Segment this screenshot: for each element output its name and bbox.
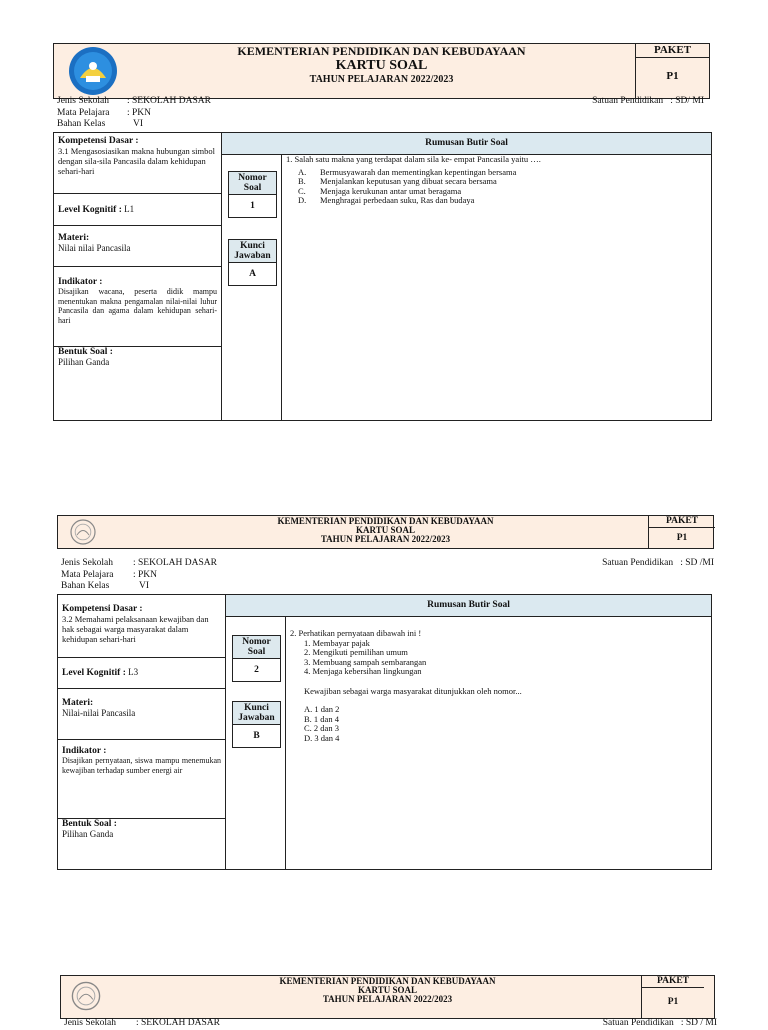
kunci-jawaban-box xyxy=(232,701,281,748)
nomor-label: Nomor Soal xyxy=(233,636,280,659)
satuan-value: : SD / MI xyxy=(680,1018,717,1028)
indikator-text: Disajikan pernyataan, siswa mampu menemukan kewajiban terhadap sumber energi air xyxy=(62,756,221,775)
left-column xyxy=(54,133,222,420)
rumusan-header: Rumusan Butir Soal xyxy=(226,595,711,617)
mapel-value: : PKN xyxy=(127,107,152,118)
card-header xyxy=(57,515,714,549)
nomor-value: 1 xyxy=(250,201,255,211)
question-body xyxy=(286,629,707,743)
bahan-kelas-label: Bahan Kelas xyxy=(61,581,110,591)
kunci-value: B xyxy=(253,731,260,741)
school-year: TAHUN PELAJARAN 2022/2023 xyxy=(309,74,454,85)
satuan-value: : SD/ MI xyxy=(670,96,704,106)
indikator-label: Indikator : xyxy=(62,746,107,756)
satuan-value: : SD /MI xyxy=(680,558,714,568)
question-body xyxy=(282,155,707,206)
paket-value: P1 xyxy=(666,70,679,82)
jenis-sekolah-label: Jenis Sekolah xyxy=(64,1018,116,1028)
jenis-sekolah-label: Jenis Sekolah xyxy=(61,558,113,568)
option-c: C. Menjaga kerukunan antar umat beragama xyxy=(298,185,462,196)
jenis-sekolah-value: : SEKOLAH DASAR xyxy=(136,1018,220,1028)
statement-1: 1. Membayar pajak xyxy=(304,637,370,648)
bahan-kelas-value: VI xyxy=(139,581,150,591)
card-body xyxy=(57,594,712,870)
indikator-section xyxy=(54,267,221,347)
choice-b: B. 1 dan 4 xyxy=(304,713,339,724)
bentuk-label: Bentuk Soal : xyxy=(58,347,113,357)
middle-column xyxy=(226,617,286,869)
paket-box xyxy=(635,44,709,98)
choice-c: C. 2 dan 3 xyxy=(304,723,339,733)
nomor-label: Nomor Soal xyxy=(229,172,276,195)
level-label: Level Kognitif : xyxy=(58,205,122,215)
option-d: D. Menghragai perbedaan suku, Ras dan budaya xyxy=(298,195,475,205)
middle-column xyxy=(222,155,282,420)
choice-a: A. 1 dan 2 xyxy=(304,704,340,714)
indikator-text: Disajikan wacana, peserta didik mampu menentukan makna pengamalan nilai-nilai luhur Pancasila dan agama dalam kehidupan sehari-hari xyxy=(58,287,217,325)
bahan-kelas-label: Bahan Kelas xyxy=(57,119,106,129)
ministry-title: KEMENTERIAN PENDIDIKAN DAN KEBUDAYAAN xyxy=(237,44,526,58)
kunci-label: Kunci Jawaban xyxy=(233,702,280,725)
choice-d: D. 3 dan 4 xyxy=(304,732,340,743)
ministry-title: KEMENTERIAN PENDIDIKAN DAN KEBUDAYAAN xyxy=(279,976,496,986)
satuan-pendidikan xyxy=(602,558,714,568)
card-body xyxy=(53,132,712,421)
bentuk-label: Bentuk Soal : xyxy=(62,819,117,829)
statement-4: 4. Menjaga kebersihan lingkungan xyxy=(304,666,422,676)
materi-value: Nilai-nilai Pancasila xyxy=(62,708,136,718)
level-value: L1 xyxy=(124,204,135,214)
statement-3: 3. Membuang sampah sembarangan xyxy=(304,656,427,667)
bentuk-value: Pilihan Ganda xyxy=(58,357,110,367)
kompetensi-section xyxy=(58,595,225,658)
card-header xyxy=(60,975,715,1019)
rumusan-header: Rumusan Butir Soal xyxy=(222,133,711,155)
bentuk-value: Pilihan Ganda xyxy=(62,829,114,839)
satuan-pendidikan xyxy=(603,1018,717,1028)
nomor-value: 2 xyxy=(254,665,259,675)
level-section xyxy=(58,658,225,689)
tut-wuri-handayani-logo xyxy=(69,979,103,1013)
option-a: A. Bermusyawarah dan mementingkan kepentingan bersama xyxy=(298,166,517,177)
kompetensi-label: Kompetensi Dasar : xyxy=(58,136,139,146)
bentuk-section xyxy=(54,347,221,419)
card-info xyxy=(57,96,211,131)
tut-wuri-handayani-logo xyxy=(66,517,100,547)
materi-value: Nilai nilai Pancasila xyxy=(58,243,131,253)
card-title: KARTU SOAL xyxy=(358,985,417,995)
bentuk-section xyxy=(58,819,225,869)
kompetensi-label: Kompetensi Dasar : xyxy=(62,604,143,614)
satuan-label: Satuan Pendidikan xyxy=(602,1018,674,1028)
nomor-soal-box xyxy=(228,171,277,218)
card-header xyxy=(53,43,710,99)
indikator-section xyxy=(58,740,225,819)
school-year: TAHUN PELAJARAN 2022/2023 xyxy=(322,994,453,1004)
mapel-value: : PKN xyxy=(133,569,158,580)
ministry-title: KEMENTERIAN PENDIDIKAN DAN KEBUDAYAAN xyxy=(277,516,494,526)
paket-value: P1 xyxy=(667,997,679,1007)
satuan-label: Satuan Pendidikan xyxy=(602,558,674,568)
card-title: KARTU SOAL xyxy=(335,58,428,73)
left-column xyxy=(58,595,226,869)
level-value: L3 xyxy=(128,667,139,677)
card-title: KARTU SOAL xyxy=(356,525,415,535)
question-text: 1. Salah satu makna yang terdapat dalam sila ke- empat Pancasila yaitu …. xyxy=(286,154,541,164)
jenis-sekolah-value: : SEKOLAH DASAR xyxy=(133,558,217,568)
kompetensi-section xyxy=(54,133,221,194)
kompetensi-text: 3.1 Mengasosiasikan makna hubungan simbol dengan sila-sila Pancasila dalam kehidupan sehari-hari xyxy=(58,146,215,176)
statement-2: 2. Mengikuti pemilihan umum xyxy=(304,647,408,657)
level-label: Level Kognitif : xyxy=(62,668,126,678)
kunci-label: Kunci Jawaban xyxy=(229,240,276,263)
kompetensi-text: 3.2 Memahami pelaksanaan kewajiban dan hak sebagai warga masyarakat dalam kehidupan sehari-hari xyxy=(62,614,209,644)
materi-section xyxy=(58,689,225,740)
materi-label: Materi: xyxy=(62,698,94,708)
card-info xyxy=(61,558,217,593)
nomor-soal-box xyxy=(232,635,281,682)
option-b: B. Menjalankan keputusan yang dibuat secara bersama xyxy=(298,176,497,186)
paket-label: PAKET xyxy=(649,516,715,528)
materi-label: Materi: xyxy=(58,233,90,243)
indikator-label: Indikator : xyxy=(58,277,103,287)
school-year: TAHUN PELAJARAN 2022/2023 xyxy=(320,534,451,544)
mapel-label: Mata Pelajara xyxy=(61,569,114,580)
level-section xyxy=(54,194,221,226)
jenis-sekolah-value: : SEKOLAH DASAR xyxy=(127,96,211,106)
mapel-label: Mata Pelajara xyxy=(57,107,110,118)
paket-label: PAKET xyxy=(636,44,709,58)
question-prompt: Kewajiban sebagai warga masyarakat ditunjukkan oleh nomor... xyxy=(304,685,522,696)
tut-wuri-handayani-logo xyxy=(68,46,118,96)
kunci-jawaban-box xyxy=(228,239,277,286)
paket-box xyxy=(641,976,704,1018)
question-text: 2. Perhatikan pernyataan dibawah ini ! xyxy=(290,628,422,638)
kunci-value: A xyxy=(249,269,256,279)
satuan-pendidikan xyxy=(592,96,704,106)
materi-section xyxy=(54,226,221,267)
paket-label: PAKET xyxy=(642,976,704,988)
paket-value: P1 xyxy=(676,533,688,543)
satuan-label: Satuan Pendidikan xyxy=(592,96,664,106)
jenis-sekolah-label: Jenis Sekolah xyxy=(57,96,109,106)
paket-box xyxy=(648,516,715,548)
bahan-kelas-value: VI xyxy=(133,119,144,129)
